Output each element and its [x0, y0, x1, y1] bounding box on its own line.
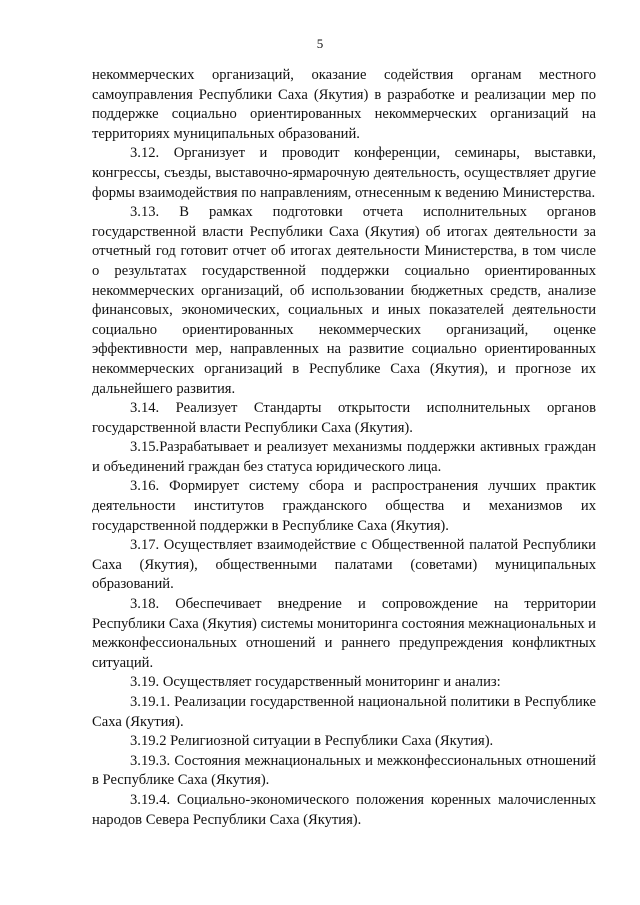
paragraph: 3.16. Формирует систему сбора и распространения лучших практик деятельности институтов гражданского общества и механизмов их государственной поддержки в Республике Саха (Якутия).	[92, 478, 596, 534]
page-number: 5	[316, 36, 324, 51]
paragraph: 3.19. Осуществляет государственный мониторинг и анализ:	[130, 674, 501, 691]
paragraph: 3.12. Организует и проводит конференции, семинары, выставки, конгрессы, съезды, выставочно-ярмарочную деятельность, осуществляет другие формы взаимодействия по направлениям, отнесенным к ведению Министерства.	[92, 145, 596, 201]
document-body	[92, 66, 596, 830]
paragraph: 3.13. В рамках подготовки отчета исполнительных органов государственной власти Республики Саха (Якутия) об итогах деятельности за отчетный год готовит отчет об итогах деятельности Министерства, в том числе о результатах государственной поддержки социально ориентированных некоммерческих организаций, об использовании бюджетных средств, анализе финансовых, экономических, социальных и иных показателей деятельности социально ориентированных некоммерческих организаций, оценке эффективности мер, направленных на развитие социально ориентированных некоммерческих организаций в Республике Саха (Якутия), и прогнозе их дальнейшего развития.	[92, 204, 596, 397]
paragraph: 3.19.1. Реализации государственной национальной политики в Республике Саха (Якутия).	[92, 694, 596, 730]
paragraph: 3.17. Осуществляет взаимодействие с Общественной палатой Республики Саха (Якутия), общественными палатами (советами) муниципальных образований.	[92, 537, 596, 593]
paragraph: 3.19.4. Социально-экономического положения коренных малочисленных народов Севера Республики Саха (Якутия).	[92, 791, 596, 828]
paragraph: 3.19.3. Состояния межнациональных и межконфессиональных отношений в Республике Саха (Якутия).	[92, 752, 596, 789]
paragraph: 3.14. Реализует Стандарты открытости исполнительных органов государственной власти Республики Саха (Якутия).	[92, 400, 596, 436]
paragraph: 3.18. Обеспечивает внедрение и сопровождение на территории Республики Саха (Якутия) системы мониторинга состояния межнациональных и межконфессиональных отношений и раннего предупреждения конфликтных ситуаций.	[92, 596, 596, 671]
paragraph: 3.19.2 Религиозной ситуации в Республики Саха (Якутия).	[130, 733, 494, 750]
paragraph: некоммерческих организаций, оказание содействия органам местного самоуправления Республики Саха (Якутия) в разработке и реализации мер по поддержке социально ориентированных некоммерческих организаций на территориях муниципальных образований.	[92, 67, 596, 142]
paragraph: 3.15.Разрабатывает и реализует механизмы поддержки активных граждан и объединений граждан без статуса юридического лица.	[92, 439, 596, 475]
